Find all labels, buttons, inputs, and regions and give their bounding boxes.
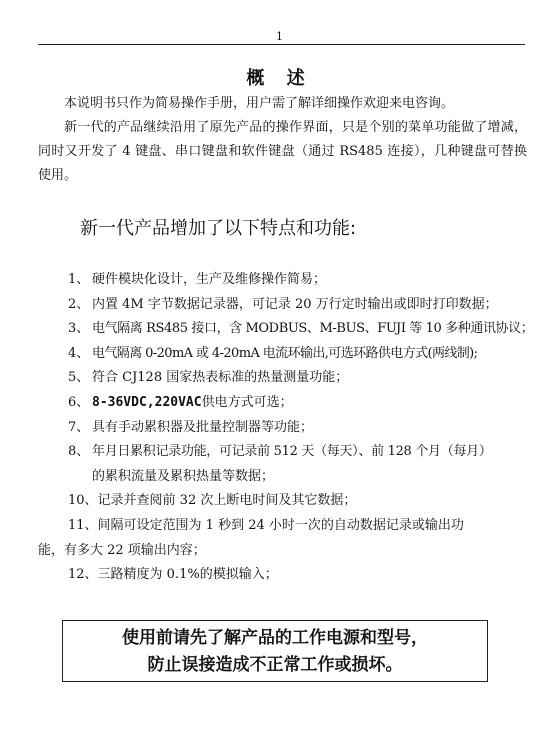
item-number: 2、: [68, 296, 90, 312]
item-number: 1、: [68, 272, 90, 287]
features-list: [38, 268, 534, 588]
item-text: 供电方式可选；: [201, 394, 293, 410]
item-number: 10、: [68, 493, 98, 509]
item-text: 记录并查阅前 32 次上断电时间及其它数据；: [97, 493, 357, 509]
list-item: [38, 514, 530, 563]
list-item: [68, 366, 530, 391]
item-number: 8、: [68, 444, 90, 460]
item-number: 3、: [68, 321, 90, 337]
item-number: 6、: [68, 394, 90, 410]
list-item: [68, 293, 530, 318]
item-number: 12、: [68, 567, 98, 583]
item-number: 7、: [68, 419, 90, 435]
item-text: 符合 CJ128 国家热表标准的热量测量功能；: [92, 370, 349, 386]
list-item: [68, 317, 534, 342]
item-text: 内置 4M 字节数据记录器，可记录 20 万行定时输出或即时打印数据；: [92, 296, 498, 312]
item-continuation: 能，有多大 22 项输出内容；: [38, 542, 206, 558]
section-title: 概 述: [246, 68, 313, 89]
item-text: 电气隔离 0-20mA 或 4-20mA 电流环输出,可选环路供电方式(两线制);: [92, 345, 478, 361]
item-text: 三路精度为 0.1%的模拟输入；: [97, 567, 278, 583]
item-text: 硬件模块化设计，生产及维修操作简易；: [92, 272, 327, 287]
list-item: [68, 563, 530, 588]
item-text: 具有手动累积器及批量控制器等功能；: [92, 419, 314, 435]
intro-paragraph-1: 本说明书只作为简易操作手册，用户需了解详细操作欢迎来电咨询。: [64, 96, 455, 111]
warning-notice-box: [62, 620, 488, 682]
item-number: 5、: [68, 370, 90, 386]
item-continuation: 的累积流量及累积热量等数据；: [92, 468, 275, 484]
item-text: 间隔可设定范围为 1 秒到 24 小时一次的自动数据记录或输出功: [97, 517, 464, 533]
list-item: [68, 391, 530, 416]
notice-line-2: 防止误接造成不正常工作或损坏。: [147, 655, 403, 675]
list-item: [68, 342, 530, 367]
features-title: 新一代产品增加了以下特点和功能:: [80, 218, 357, 239]
item-text: 电气隔离 RS485 接口，含 MODBUS、M-BUS、FUJI 等 10 多种通讯协议；: [92, 321, 534, 337]
intro-paragraph-2: 新一代的产品继续沿用了原先产品的操作界面，只是个别的菜单功能做了增减，同时又开发了 4 键盘、串口键盘和软件键盘（通过 RS485 连接），几种键盘可替换使用。: [38, 120, 527, 183]
list-item: [68, 268, 530, 293]
item-number: 11、: [68, 517, 98, 533]
list-item: [68, 440, 530, 489]
notice-line-1: 使用前请先了解产品的工作电源和型号，: [122, 628, 428, 648]
item-text: 年月日累积记录功能，可记录前 512 天（每天）、前 128 个月（每月）: [92, 444, 492, 460]
header-rule: [38, 44, 525, 45]
list-item: [68, 416, 530, 441]
item-bold-text: 8-36VDC,220VAC: [92, 394, 202, 410]
item-number: 4、: [68, 345, 90, 361]
list-item: [68, 489, 530, 514]
page-number: 1: [276, 30, 283, 43]
